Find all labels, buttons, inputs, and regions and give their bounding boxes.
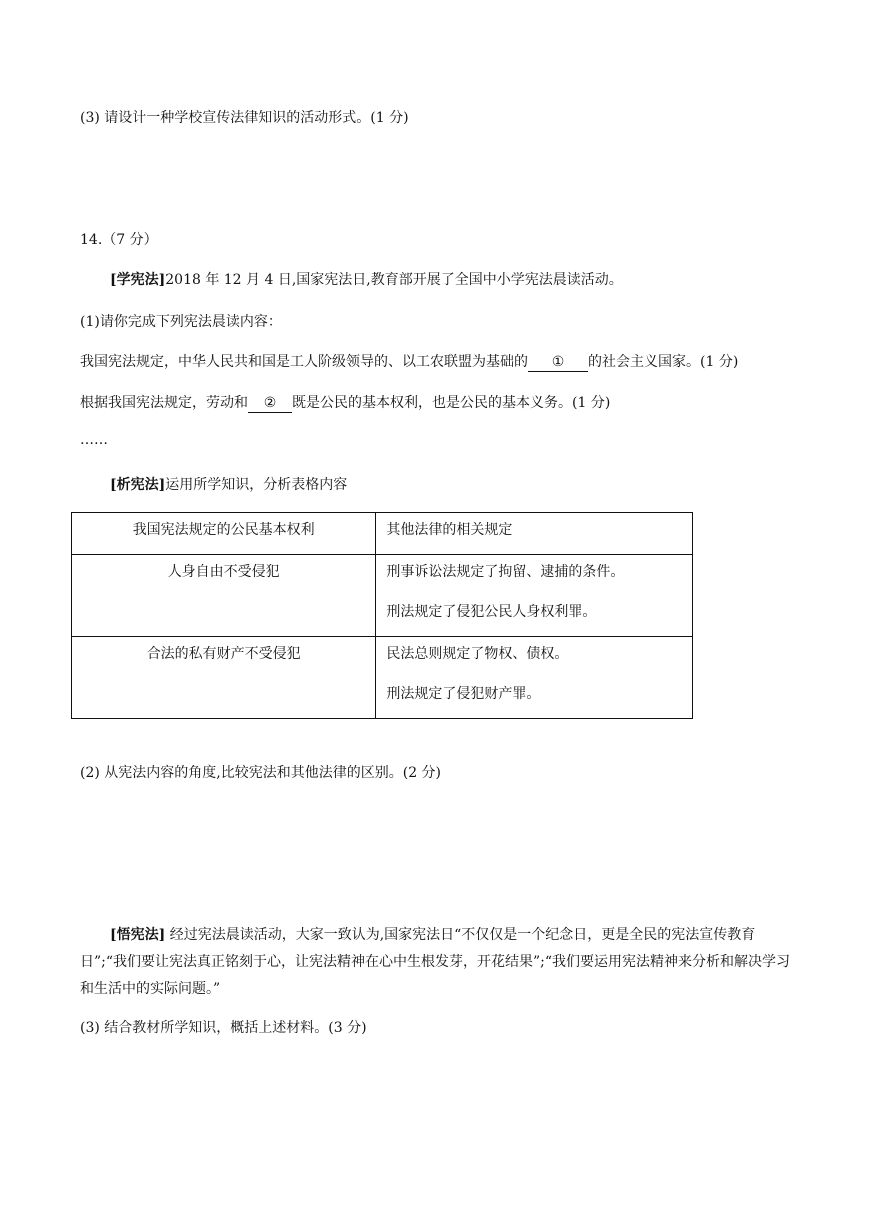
part-3-prompt: (3) 结合教材所学知识，概括上述材料。(3 分) bbox=[80, 1020, 367, 1036]
analyze-constitution-intro bbox=[110, 475, 347, 495]
realize-constitution-paragraph bbox=[80, 922, 800, 1003]
part-1-prompt: (1)请你完成下列宪法晨读内容： bbox=[80, 314, 282, 330]
realize-constitution-tag: [悟宪法] bbox=[110, 927, 166, 943]
blank-1[interactable]: ① bbox=[528, 353, 588, 372]
table-cell-right: 人身自由不受侵犯 bbox=[72, 555, 376, 637]
ellipsis: …… bbox=[80, 432, 108, 448]
table-cell-laws: 刑事诉讼法规定了拘留、逮捕的条件。 刑法规定了侵犯公民人身权利罪。 bbox=[376, 555, 693, 637]
table-row bbox=[72, 555, 693, 637]
study-constitution-tag: [学宪法] bbox=[110, 272, 166, 288]
reading-line-1-after: 的社会主义国家。(1 分) bbox=[588, 354, 739, 370]
study-constitution-intro bbox=[110, 270, 623, 290]
analyze-constitution-text: 运用所学知识，分析表格内容 bbox=[165, 477, 348, 493]
table-header-rights: 我国宪法规定的公民基本权利 bbox=[72, 513, 376, 555]
table-row bbox=[72, 637, 693, 719]
table-header-row bbox=[72, 513, 693, 555]
reading-line-2-before: 根据我国宪法规定，劳动和 bbox=[80, 395, 248, 411]
analyze-constitution-tag: [析宪法] bbox=[110, 477, 166, 493]
reading-line-1-before: 我国宪法规定，中华人民共和国是工人阶级领导的、以工农联盟为基础的 bbox=[80, 354, 528, 370]
table-cell-right: 合法的私有财产不受侵犯 bbox=[72, 637, 376, 719]
blank-2[interactable]: ② bbox=[248, 394, 292, 413]
rights-law-table bbox=[71, 512, 693, 719]
question-13-part-3: (3) 请设计一种学校宣传法律知识的活动形式。(1 分) bbox=[80, 110, 409, 126]
study-constitution-text: 2018 年 12 月 4 日,国家宪法日,教育部开展了全国中小学宪法晨读活动。 bbox=[165, 272, 623, 288]
table-cell-laws: 民法总则规定了物权、债权。 刑法规定了侵犯财产罪。 bbox=[376, 637, 693, 719]
question-14-header: 14.（7 分） bbox=[80, 232, 158, 248]
realize-constitution-text: 经过宪法晨读活动，大家一致认为,国家宪法日“不仅仅是一个纪念日，更是全民的宪法宣传教育日”;“我们要让宪法真正铭刻于心，让宪法精神在心中生根发芽，开花结果”;“我们要运用宪法精神来分析和解决学习和生活中的实际问题。” bbox=[80, 927, 791, 997]
reading-line-1 bbox=[80, 352, 738, 372]
reading-line-2-after: 既是公民的基本权利，也是公民的基本义务。(1 分) bbox=[292, 395, 611, 411]
part-2-prompt: (2) 从宪法内容的角度,比较宪法和其他法律的区别。(2 分) bbox=[80, 765, 442, 781]
reading-line-2 bbox=[80, 393, 610, 413]
table-header-laws: 其他法律的相关规定 bbox=[376, 513, 693, 555]
